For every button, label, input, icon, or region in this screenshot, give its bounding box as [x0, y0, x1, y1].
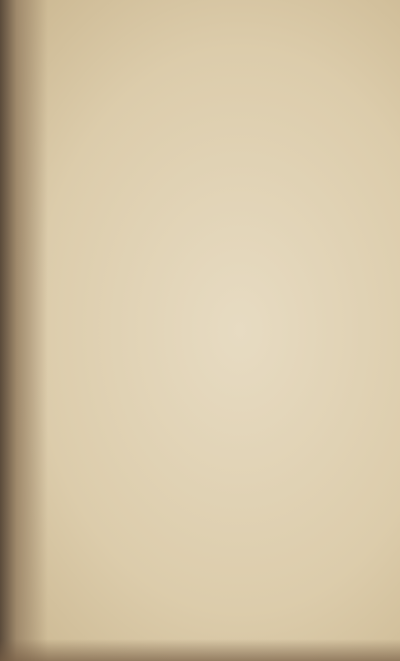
page-header: [92, 10, 372, 28]
binding-shadow: [0, 0, 48, 661]
page-edge-shadow: [0, 639, 400, 661]
